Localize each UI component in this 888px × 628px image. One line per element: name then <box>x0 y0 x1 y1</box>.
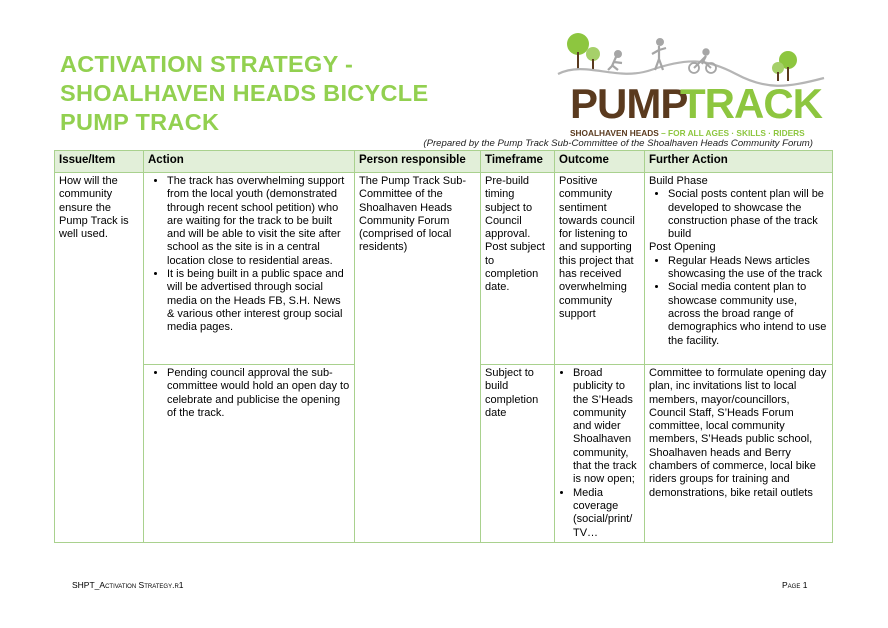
further-action-cell-2: Committee to formulate opening day plan, inc invitations list to local members, mayor/councillors, Council Staff, S’Heads Forum committee, local community members, S’Heads public school, Shoalhaven heads and Berry chambers of commerce, local bike riders groups for training and demonstrations, bike retail outlets <box>645 365 833 543</box>
action-cell-1 <box>144 173 355 365</box>
action-item: • Pending council approval the sub-committee would hold an open day to celebrate and publicise the opening of the track. <box>167 367 350 420</box>
phase-heading-build: Build Phase <box>649 175 708 187</box>
header-timeframe: Timeframe <box>481 151 555 173</box>
document-title <box>60 50 490 137</box>
activation-strategy-table <box>54 150 833 543</box>
person-responsible-cell: The Pump Track Sub-Committee of the Shoalhaven Heads Community Forum (comprised of local residents) <box>355 173 481 543</box>
further-action-item: • Social media content plan to showcase community use, across the broad range of demographics who intend to use the facility. <box>668 281 828 347</box>
header-action: Action <box>144 151 355 173</box>
tree-left-icon <box>567 33 600 71</box>
outcome-item: • Broad publicity to the S’Heads community and wider Shoalhaven community, that the track is now open; <box>573 367 640 487</box>
header-further-action: Further Action <box>645 151 833 173</box>
logo-word-track: TRACK <box>680 80 822 127</box>
tree-right-icon <box>772 51 797 81</box>
further-action-cell-1 <box>645 173 833 365</box>
logo-word-pump: PUMP <box>570 80 688 127</box>
logo-tagline-rest: – FOR ALL AGES · SKILLS · RIDERS <box>658 128 805 138</box>
title-line-1: ACTIVATION STRATEGY - <box>60 51 354 77</box>
further-action-item: • Social posts content plan will be developed to showcase the construction phase of the track build <box>668 188 828 241</box>
action-cell-2 <box>144 365 355 543</box>
header-outcome: Outcome <box>555 151 645 173</box>
timeframe-cell-1: Pre-build timing subject to Council approval. Post subject to completion date. <box>481 173 555 365</box>
footer-document-name: SHPT_Activation Strategy.r1 <box>72 580 184 590</box>
table-header-row <box>55 151 833 173</box>
action-item: • The track has overwhelming support from the local youth (demonstrated through recent school petition) who are waiting for the track to be built and will be able to visit the site after school as the site is in a central location close to residential areas. <box>167 175 350 268</box>
logo-tagline-place: SHOALHAVEN HEADS <box>570 128 659 138</box>
rider-figures-icon <box>608 39 716 74</box>
header-issue: Issue/Item <box>55 151 144 173</box>
logo-tagline <box>570 128 805 138</box>
further-action-item: • Regular Heads News articles showcasing the use of the track <box>668 255 828 282</box>
table-row <box>55 173 833 365</box>
pump-track-logo <box>556 30 828 142</box>
title-line-3: PUMP TRACK <box>60 109 220 135</box>
phase-heading-post-opening: Post Opening <box>649 241 716 254</box>
action-item: • It is being built in a public space and will be advertised through social media on the Heads FB, S.H. News & various other interest group social media pages. <box>167 268 350 334</box>
title-line-2: SHOALHAVEN HEADS BICYCLE <box>60 80 429 106</box>
footer-page-number: Page 1 <box>782 580 808 590</box>
outcome-cell-2 <box>555 365 645 543</box>
timeframe-cell-2: Subject to build completion date <box>481 365 555 543</box>
prepared-by-note: (Prepared by the Pump Track Sub-Committee of the Shoalhaven Heads Community Forum) <box>423 138 813 149</box>
outcome-cell-1: Positive community sentiment towards council for listening to and supporting this project that has received overwhelming community support <box>555 173 645 365</box>
outcome-item: • Media coverage (social/print/ TV… <box>573 487 640 540</box>
issue-cell: How will the community ensure the Pump Track is well used. <box>55 173 144 543</box>
header-person: Person responsible <box>355 151 481 173</box>
